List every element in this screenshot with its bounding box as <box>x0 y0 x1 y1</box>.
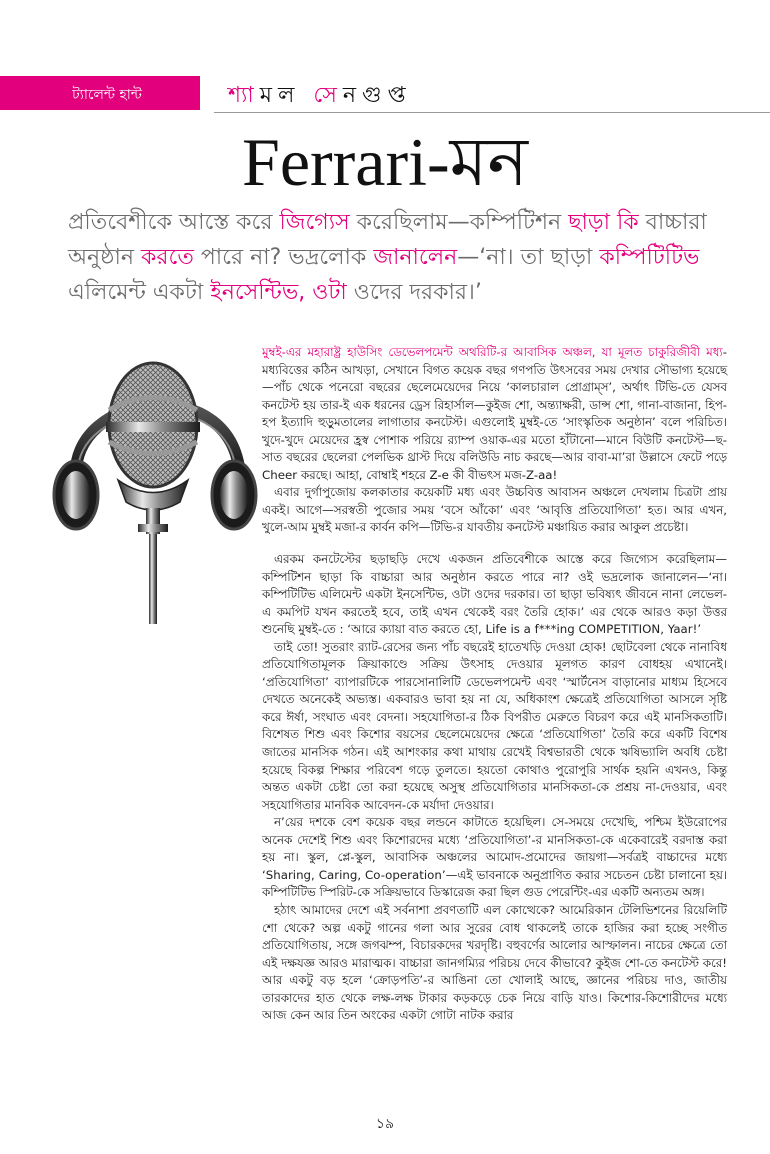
author-part-4: নগুপ্ত <box>342 83 412 108</box>
lead-quote <box>68 205 728 310</box>
author-initial-1: শ্যা <box>228 83 260 108</box>
article-title: Ferrari-মন <box>242 124 528 200</box>
lead-highlight: ছাড়া কি <box>568 210 639 235</box>
author-part-2: মল <box>259 83 314 108</box>
microphone-headphones-illustration <box>48 330 258 630</box>
lead-text: পারে না? ভদ্রলোক <box>193 245 374 270</box>
article-paragraph: এবার দুর্গাপুজোয় কলকাতার কয়েকটি মধ্য এবং উচ্চবিত্ত আবাসন অঞ্চলে দেখলাম চিত্রটা প্রায় একই। আগে—সরস্বতী পুজোর সময় ‘বসে আঁকো’ এবং ‘আবৃত্তি প্রতিযোগিতা’ হত। আর এখন, খুলে-আম মুম্বই মজা-র কার্বন কপি—টিভি-র যাবতীয় কনটেস্ট মঞ্চায়িত করার আকুল প্রচেষ্টা। <box>262 485 727 535</box>
article-paragraph: ন’য়ের দশকে বেশ কয়েক বছর লন্ডনে কাটাতে হয়েছিল। সে-সময়ে দেখেছি, পশ্চিম ইউরোপের অনেক দেশেই শিশু এবং কিশোরদের মধ্যে ‘প্রতিযোগিতা’-র মানসিকতা-কে একেবারেই বরদাস্ত করা হয় না। স্কুল, প্লে-স্কুল, আবাসিক অঞ্চলের আমোদ-প্রমোদের জায়গা—সর্বত্রই বাচ্চাদের মধ্যে ‘Sharing, Caring, Co-operation’—এই ভাবনাকে অনুপ্রাণিত করার সচেতন চেষ্টা চালানো হয়। কম্পিটিটিভ স্পিরিট-কে সক্রিয়ভাবে ডিস্কারেজ করা ছিল গুড পেরেন্টিং-এর একটি অন্যতম অঙ্গ। <box>262 815 727 900</box>
lead-text: প্রতিবেশীকে আস্তে করে <box>68 210 280 235</box>
article-paragraph: হঠাৎ আমাদের দেশে এই সর্বনাশা প্রবণতাটি এল কোত্থেকে? আমেরিকান টেলিভিশনের রিয়েলিটি শো থেকে? অল্প একটু গানের গলা আর সুরের বোধ থাকলেই তাকে হাজির করা হচ্ছে সংগীত প্রতিযোগিতায়, সঙ্গে জগঝম্প, বিচারকদের খরদৃষ্টি। বহুবর্ণের আলোর আস্ফালন। নাচের ক্ষেত্রে তো এই দক্ষযজ্ঞ আরও মারাত্মক। বাচ্চারা জানগম্যির পরিচয় দেবে কীভাবে? কুইজ শো-তে কনটেস্ট করে! আর একটু বড় হলে ‘ক্রোড়পতি’-র আঙিনা তো খোলাই আছে, জ্ঞানের পরিচয় দাও, জাতীয় তারকাদের হাত থেকে লক্ষ-লক্ষ টাকার কড়কড়ে চেক নিয়ে বাড়ি যাও। কিশোর-কিশোরীদের মধ্যে আজ কেন আর তিন অংকের একটা গোটা নাটক করার <box>262 902 727 1023</box>
page-number: ১৯ <box>375 1116 395 1132</box>
lead-text: এলিমেন্ট একটা <box>68 280 211 305</box>
lead-text: করেছিলাম—কম্পিটিশন <box>349 210 569 235</box>
article-paragraph: এরকম কনটেস্টের ছড়াছড়ি দেখে একজন প্রতিবেশীকে আস্তে করে জিগ্যেস করেছিলাম—কম্পিটিশন ছাড়া কি বাচ্চারা আর অনুষ্ঠান করতে পারে না? ওই ভদ্রলোক জানালেন—‘না। কম্পিটিটিভ এলিমেন্ট একটা ইনসেন্টিভ, ওটা ওদের দরকার। তা ছাড়া ভবিষ্যৎ জীবনে নানা লেভেল-এ কমপিট যখন করতেই হবে, তাই এখন থেকেই বরং তৈরি হোক।’ এর থেকে আরও কড়া উত্তর শুনেছি মুম্বই-তে : ‘আরে ক্যায়া বাত করতে হো, Life is a f***ing COMPETITION, Yaar!’ <box>262 552 727 637</box>
lead-text: বাচ্চারা অনুষ্ঠান <box>68 210 707 270</box>
author-box <box>214 72 770 113</box>
lead-text: ওদের দরকার।’ <box>346 280 482 305</box>
author-name <box>228 78 412 115</box>
article-paragraph: তাই তো! সুতরাং র‍্যাট-রেসের জন্য পাঁচ বছরেই হাতেখড়ি দেওয়া হোক! ছোটবেলা থেকে নানাবিধ প্রতিযোগিতামূলক ক্রিয়াকাণ্ডে সক্রিয় উৎসাহ দেওয়ার মূলগত কারণ বোধহয় এখানেই। ‘প্রতিযোগিতা’ ব্যাপারটিকে পারসোনালিটি ডেভেলপমেন্ট এবং ‘স্মার্টনেস বাড়ানোর মাধ্যম হিসেবে দেখতে অনেকেই অভ্যস্ত। একবারও ভাবা হয় না যে, অধিকাংশ ক্ষেত্রেই প্রতিযোগিতা আসলে সৃষ্টি করে ঈর্ষা, সংঘাত এবং বেদনা। সহযোগিতা-র ঠিক বিপরীত মেরুতে বিচরণ করে এই মানসিকতাটি। বিশেষত শিশু এবং কিশোর বয়সের ছেলেমেয়েদের ক্ষেত্রে ‘প্রতিযোগিতা’ তৈরি করে একটি বিশেষ জাতের মানসিক গঠন। এই আশংকার কথা মাথায় রেখেই বিশ্বভারতী থেকে ঋষিভ্যালি অবধি চেষ্টা হয়েছে বিকল্প শিক্ষার পরিবেশ গড়ে তুলতে। হয়তো কোথাও পুরোপুরি সার্থক হয়নি এখনও, কিন্তু অন্তত একটা চেষ্টা তো করা হয়েছে অসুস্থ প্রতিযোগিতার মানসিকতা-কে প্রশ্রয় না-দেওয়ার, এবং সহযোগিতার মানবিক আবেদন-কে মর্যাদা দেওয়ার। <box>262 639 727 812</box>
lead-highlight: ইনসেন্টিভ, ওটা <box>210 280 347 305</box>
lead-highlight: জিগ্যেস <box>279 210 350 235</box>
lead-highlight: কম্পিটিটিভ <box>599 245 700 270</box>
lead-text: —‘না। তা ছাড়া <box>457 245 600 270</box>
page-header <box>0 72 770 116</box>
article-paragraph <box>262 344 727 484</box>
section-tag: ট্যালেন্ট হান্ট <box>72 87 142 103</box>
article-body <box>262 344 727 1025</box>
lead-highlight: জানালেন <box>373 245 458 270</box>
author-initial-2: সে <box>313 83 343 108</box>
lead-highlight: করতে <box>141 245 194 270</box>
paragraph-text: -মধ্যবিত্তের কঠিন আখড়া, সেখানে বিগত কয়েক বছর গণপতি উৎসবের সময় দেখার সৌভাগ্য হয়েছে—পাঁচ থেকে পনেরো বছরের ছেলেমেয়েদের নিয়ে ‘কালচারাল প্রোগ্রাম্‌স’, অর্থাৎ টিভি-তে যেসব কনটেস্ট হয় তার-ই এক ধরনের ড্রেস রিহার্সাল—কুইজ শো, অন্ত্যাক্ষরী, ডান্স শো, গানা-বাজানা, হিপ-হপ ইত্যাদি হুড়ুমতালের লাগাতার কনটেস্ট। এগুলোই মুম্বই-তে ‘সাংস্কৃতিক অনুষ্ঠান’ বলে পরিচিত। খুদে-খুদে মেয়েদের হ্রস্ব পোশাক পরিয়ে র‍্যাম্প ওয়াক-এর মতো হাঁটানো—মানে বিউটি কনটেস্ট—ছ-সাত বছরের ছেলেরা পেলভিক থ্রাস্ট দিয়ে বলিউডি নাচ করছে—আর বাবা-মা’রা উল্লাসে ফেটে পড়ে Cheer করছে। আহা, বোম্বাই শহরে Z-e কী বীভৎস মজ-Z-aa! <box>262 345 727 482</box>
paragraph-lead-highlight: মুম্বই-এর মহারাষ্ট্র হাউসিং ডেভেলপমেন্ট অথরিটি-র আবাসিক অঞ্চল, যা মূলত চাকুরিজীবী মধ্য <box>262 345 723 359</box>
